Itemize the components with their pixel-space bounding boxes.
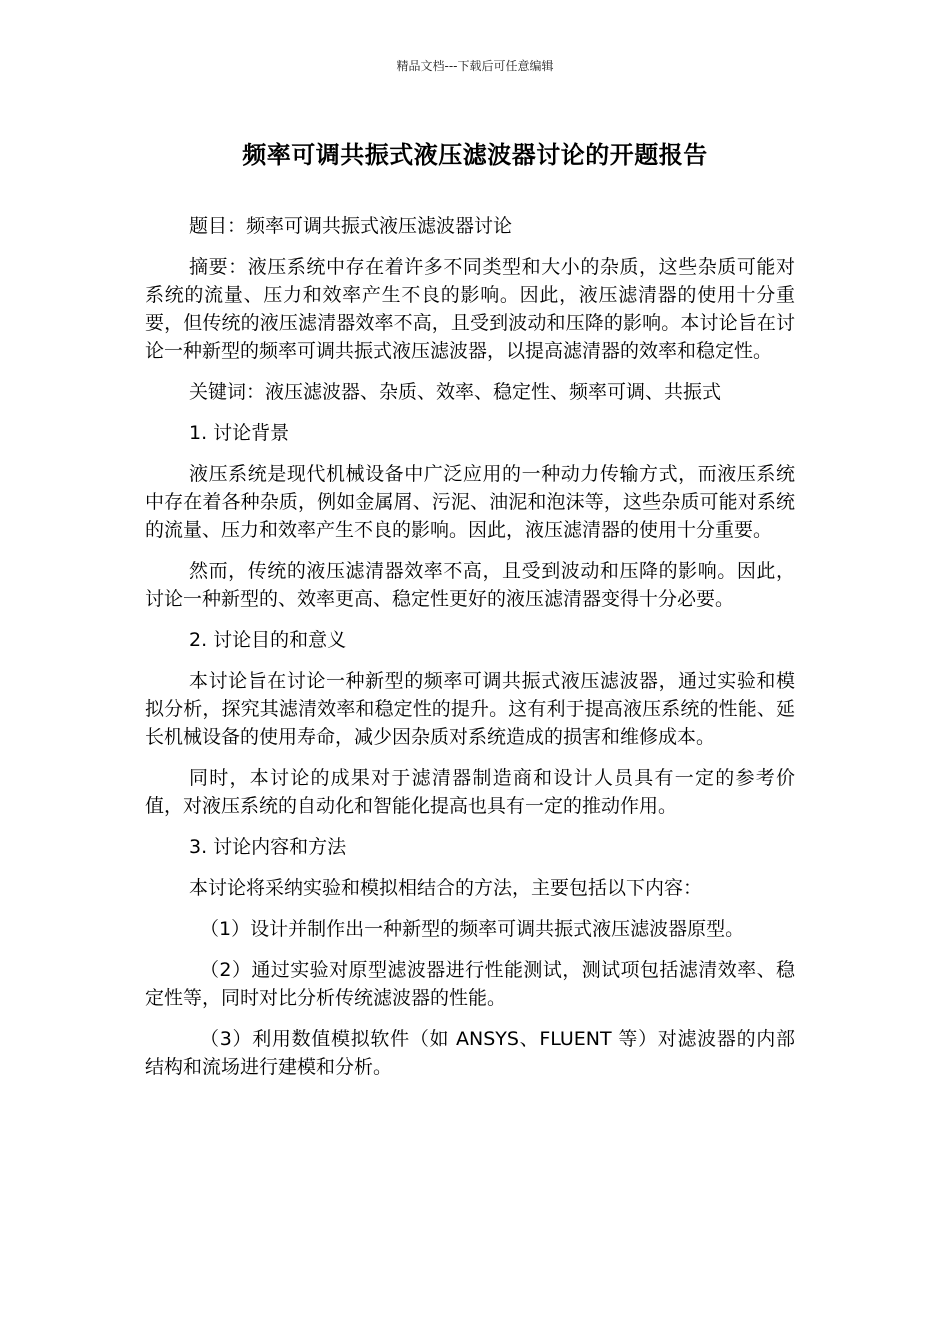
body-paragraph: 本讨论将采纳实验和模拟相结合的方法，主要包括以下内容： <box>189 877 703 899</box>
body-paragraph: 本讨论旨在讨论一种新型的频率可调共振式液压滤波器，通过实验和模拟分析，探究其滤清效率和稳定性的提升。这有利于提高液压系统的性能、延长机械设备的使用寿命，减少因杂质对系统造成的损害和维修成本。 <box>145 670 795 748</box>
abstract-paragraph: 摘要：液压系统中存在着许多不同类型和大小的杂质，这些杂质可能对系统的流量、压力和效率产生不良的影响。因此，液压滤清器的使用十分重要，但传统的液压滤清器效率不高，且受到波动和压降的影响。本讨论旨在讨论一种新型的频率可调共振式液压滤波器，以提高滤清器的效率和稳定性。 <box>145 256 795 362</box>
body-paragraph: 液压系统是现代机械设备中广泛应用的一种动力传输方式，而液压系统中存在着各种杂质，例如金属屑、污泥、油泥和泡沫等，这些杂质可能对系统的流量、压力和效率产生不良的影响。因此，液压滤清器的使用十分重要。 <box>145 463 795 541</box>
body-paragraph: 同时，本讨论的成果对于滤清器制造商和设计人员具有一定的参考价值，对液压系统的自动化和智能化提高也具有一定的推动作用。 <box>145 767 795 817</box>
list-item: （3）利用数值模拟软件（如 ANSYS、FLUENT 等）对滤波器的内部结构和流场进行建模和分析。 <box>145 1028 795 1078</box>
page-header: 精品文档---下载后可任意编辑 <box>396 59 554 73</box>
body-paragraph: 然而，传统的液压滤清器效率不高，且受到波动和压降的影响。因此，讨论一种新型的、效率更高、稳定性更好的液压滤清器变得十分必要。 <box>145 560 795 610</box>
document-title: 频率可调共振式液压滤波器讨论的开题报告 <box>242 141 708 169</box>
section-heading-background: 1. 讨论背景 <box>189 422 290 444</box>
document-body <box>145 212 795 1094</box>
keywords-paragraph: 关键词：液压滤波器、杂质、效率、稳定性、频率可调、共振式 <box>189 381 722 403</box>
list-item: （1）设计并制作出一种新型的频率可调共振式液压滤波器原型。 <box>200 918 745 940</box>
section-heading-purpose: 2. 讨论目的和意义 <box>189 629 347 651</box>
section-heading-methods: 3. 讨论内容和方法 <box>189 836 347 858</box>
topic-paragraph: 题目：频率可调共振式液压滤波器讨论 <box>189 215 513 237</box>
list-item: （2）通过实验对原型滤波器进行性能测试，测试项包括滤清效率、稳定性等，同时对比分析传统滤波器的性能。 <box>145 959 795 1009</box>
